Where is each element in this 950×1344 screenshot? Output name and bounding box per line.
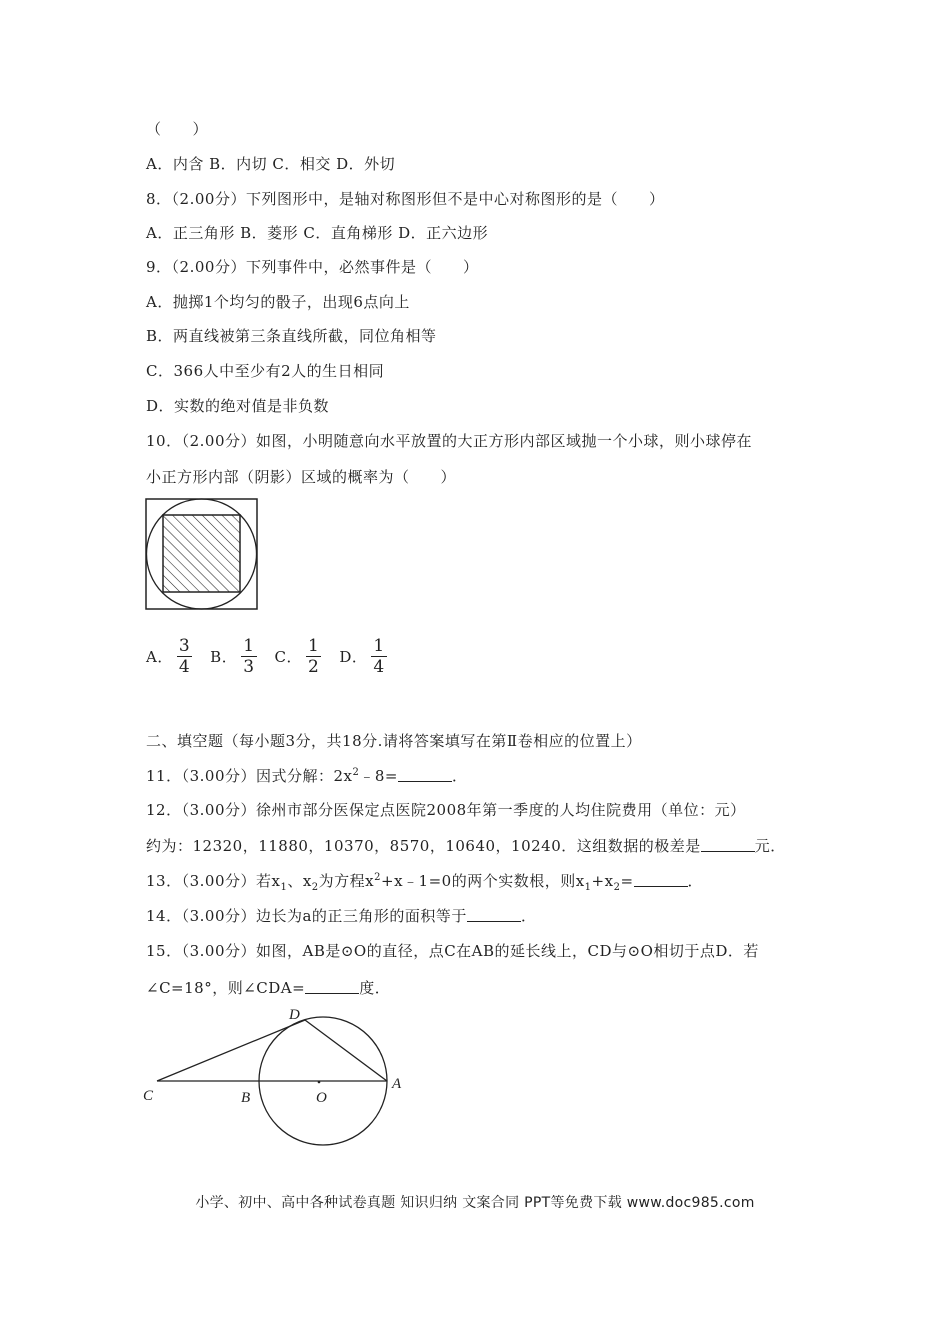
q11-suffix: ﹣8= <box>359 767 398 785</box>
denominator: 2 <box>308 657 320 677</box>
label-c: C <box>143 1088 154 1104</box>
chord-da <box>305 1020 387 1081</box>
label-d: D <box>289 1007 300 1023</box>
subscript: 2 <box>311 882 319 893</box>
q10-option-d <box>339 636 390 677</box>
q9-option-b: B．两直线被第三条直线所截，同位角相等 <box>146 327 437 345</box>
q7-options: A．内含 B．内切 C．相交 D．外切 <box>146 155 396 173</box>
q10-option-c <box>275 636 326 677</box>
fraction <box>306 636 321 677</box>
q12-line2 <box>146 835 786 856</box>
subscript: 2 <box>613 882 621 893</box>
answer-blank <box>305 979 359 994</box>
numerator: 1 <box>308 636 320 656</box>
denominator: 4 <box>373 657 385 677</box>
footer-text: 小学、初中、高中各种试卷真题 知识归纳 文案合同 PPT等免费下载 www.doc985.com <box>195 1195 755 1211</box>
subscript: 1 <box>280 882 288 893</box>
q11-end: ． <box>452 767 468 785</box>
q13-end: ． <box>687 872 704 890</box>
option-label: A． <box>146 648 173 666</box>
numerator: 1 <box>243 636 255 656</box>
q10-option-b <box>210 636 260 677</box>
answer-blank <box>398 767 452 782</box>
q15-line2 <box>146 977 390 998</box>
q13-part: 、x <box>287 872 312 890</box>
q14 <box>146 905 536 926</box>
label-o: O <box>316 1090 327 1106</box>
fraction <box>241 636 256 677</box>
q13-part: = <box>620 872 634 890</box>
q11-prefix: 11．（3.00分）因式分解：2x <box>146 767 353 785</box>
denominator: 4 <box>178 657 191 677</box>
option-label: C． <box>274 648 303 666</box>
numerator: 3 <box>178 636 191 656</box>
q13-part: 为方程x <box>318 872 375 890</box>
q11-exponent: 2 <box>352 767 360 778</box>
q9-stem: 9．（2.00分）下列事件中，必然事件是（ ） <box>146 258 479 276</box>
q10-stem-line2: 小正方形内部（阴影）区域的概率为（ ） <box>146 468 457 486</box>
q12-line2-prefix: 约为：12320，11880，10370，8570，10640，10240．这组数据的极差是 <box>146 837 701 855</box>
q7-paren: （ ） <box>146 120 209 138</box>
q13-part: +x﹣1=0的两个实数根，则x <box>381 872 585 890</box>
q13 <box>146 870 703 893</box>
q15-line1: 15．（3.00分）如图，AB是⊙O的直径，点C在AB的延长线上，CD与⊙O相切于点D．若 <box>146 942 759 960</box>
inner-square-shaded <box>163 515 240 592</box>
answer-blank <box>701 837 755 852</box>
q9-option-c: C．366人中至少有2人的生日相同 <box>146 362 385 380</box>
q8-options: A．正三角形 B．菱形 C．直角梯形 D．正六边形 <box>146 224 489 242</box>
option-label: D． <box>339 648 368 666</box>
q15-figure <box>140 1003 410 1153</box>
fraction <box>177 636 192 677</box>
q12-line1: 12．（3.00分）徐州市部分医保定点医院2008年第一季度的人均住院费用（单位：元） <box>146 801 746 819</box>
q15-line2-suffix: 度． <box>359 979 391 997</box>
q13-part: +x <box>591 872 614 890</box>
numerator: 1 <box>373 636 385 656</box>
fraction <box>371 636 386 677</box>
q8-stem: 8．（2.00分）下列图形中，是轴对称图形但不是中心对称图形的是（ ） <box>146 190 665 208</box>
q13-part: 13．（3.00分）若x <box>146 872 281 890</box>
q10-option-a <box>146 636 196 677</box>
answer-blank <box>467 907 521 922</box>
section2-heading: 二、填空题（每小题3分，共18分.请将答案填写在第Ⅱ卷相应的位置上） <box>146 732 642 750</box>
q15-line2-prefix: ∠C=18°，则∠CDA= <box>146 979 306 997</box>
denominator: 3 <box>243 657 255 677</box>
center-point <box>318 1081 321 1084</box>
superscript: 2 <box>374 872 382 883</box>
q9-option-a: A．抛掷1个均匀的骰子，出现6点向上 <box>146 293 410 311</box>
q10-figure <box>145 498 259 610</box>
q14-prefix: 14．（3.00分）边长为a的正三角形的面积等于 <box>146 907 467 925</box>
q10-options <box>146 636 405 677</box>
q12-line2-suffix: 元． <box>754 837 786 855</box>
q14-end: ． <box>520 907 537 925</box>
tangent-cd <box>157 1020 305 1081</box>
answer-blank <box>634 872 688 887</box>
q9-option-d: D．实数的绝对值是非负数 <box>146 397 330 415</box>
label-b: B <box>241 1090 251 1106</box>
subscript: 1 <box>584 882 592 893</box>
label-a: A <box>392 1076 402 1092</box>
q11 <box>146 765 468 786</box>
option-label: B． <box>210 648 238 666</box>
q10-stem-line1: 10．（2.00分）如图，小明随意向水平放置的大正方形内部区域抛一个小球，则小球停在 <box>146 432 752 450</box>
